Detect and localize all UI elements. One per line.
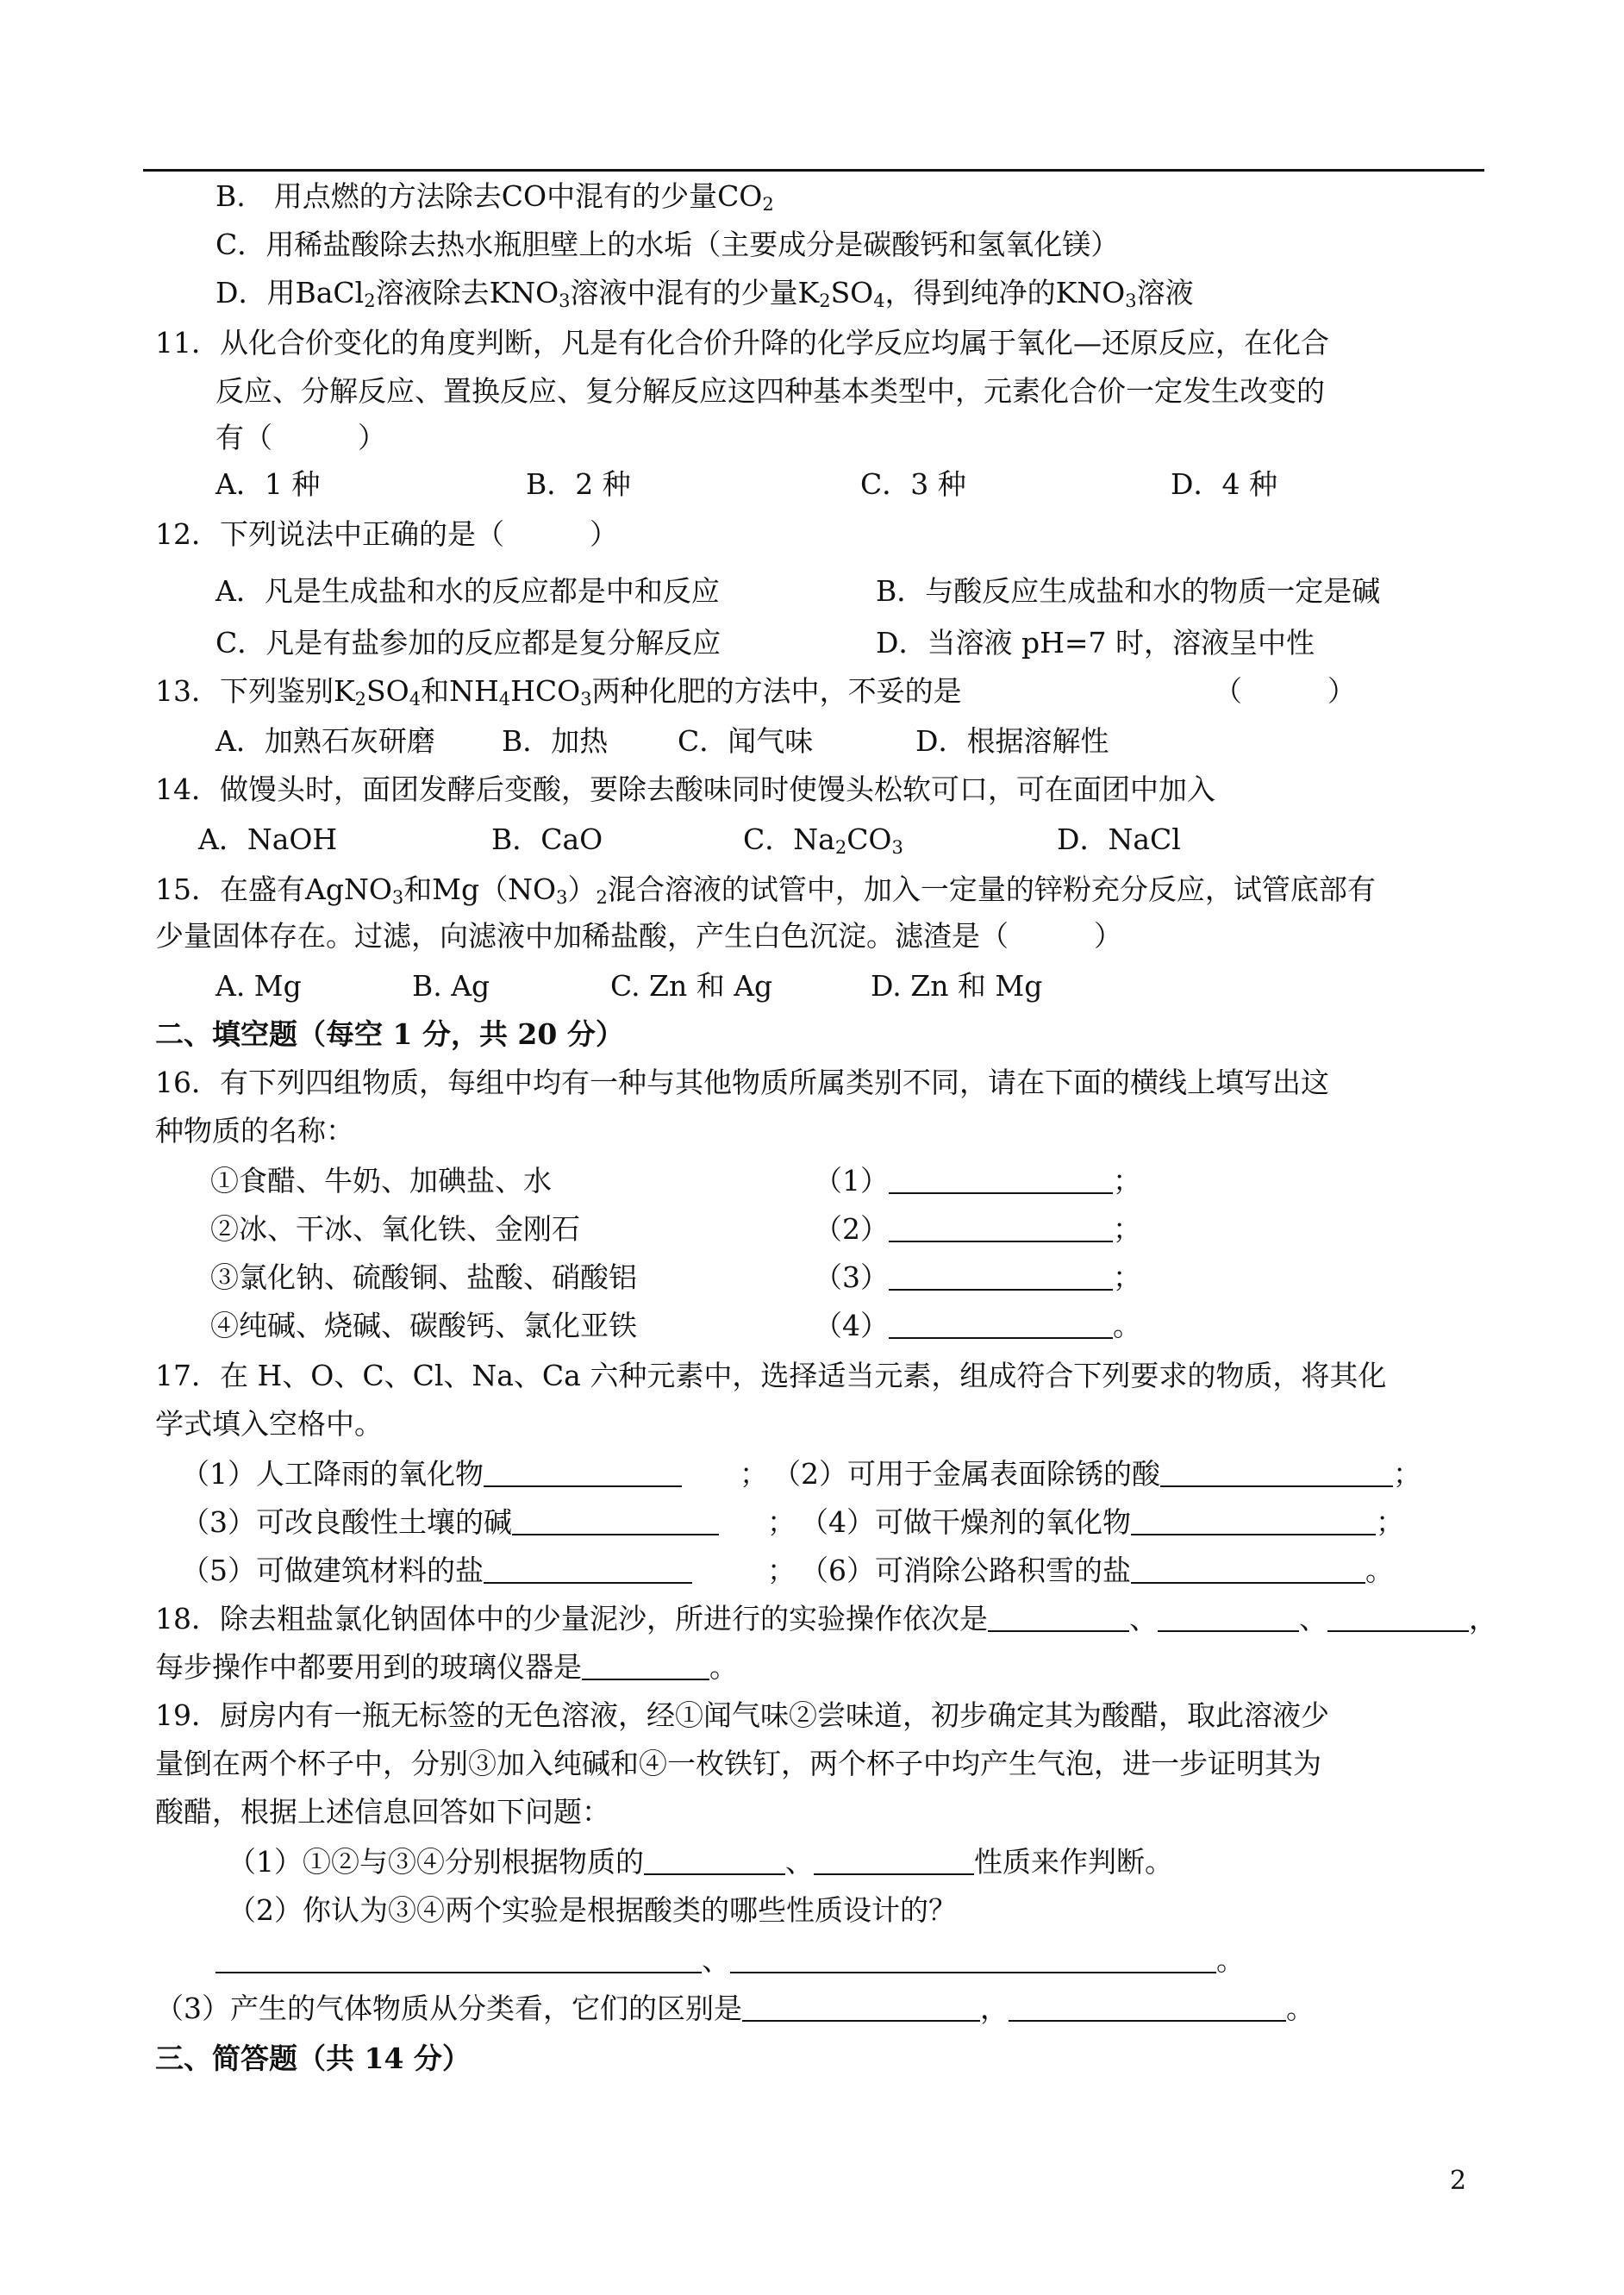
q13-option-c: C．闻气味 xyxy=(678,724,814,758)
q13-option-a: A．加熟石灰研磨 xyxy=(215,724,435,758)
q11-option-a: A．1 种 xyxy=(215,467,321,501)
q11-option-c: C．3 种 xyxy=(860,467,966,501)
q16-group-2: ②冰、干冰、氧化铁、金刚石 xyxy=(210,1212,580,1246)
q15-option-d: D. Zn 和 Mg xyxy=(871,969,1043,1003)
q17-semicolon-3: ； xyxy=(767,1505,796,1539)
q17-item-1: （1）人工降雨的氧化物 xyxy=(181,1457,682,1491)
q15-option-a: A. Mg xyxy=(215,969,302,1003)
q13-stem: 13．下列鉴别$K_2SO_4$和$NH_4HCO_3$两种化肥的方法中，不妥的是 xyxy=(155,674,962,710)
q10-option-d: D．用BaCl$_2$溶液除去$KNO_3$溶液中混有的少量$K_2SO_4$，得到纯净的$KNO_3$溶液 xyxy=(215,276,1194,311)
q19-line-1: 19．厨房内有一瓶无标签的无色溶液，经①闻气味②尝味道，初步确定其为酸醋，取此溶液少 xyxy=(155,1698,1329,1732)
q16-line-2: 种物质的名称： xyxy=(155,1114,354,1148)
q13-option-d: D．根据溶解性 xyxy=(915,724,1109,758)
q12-option-b: B．与酸反应生成盐和水的物质一定是碱 xyxy=(876,574,1381,608)
q19-part-3: （3）产生的气体物质从分类看，它们的区别是 ， 。 xyxy=(155,1992,1315,2025)
q17-semicolon-5: ； xyxy=(767,1554,796,1587)
q16-group-4: ④纯碱、烧碱、碳酸钙、氯化亚铁 xyxy=(210,1309,637,1342)
q11-line-2: 反应、分解反应、置换反应、复分解反应这四种基本类型中，元素化合价一定发生改变的 xyxy=(215,374,1325,408)
q13-answer-paren: （ ） xyxy=(1214,674,1356,708)
q11-line-3: 有（ ） xyxy=(215,421,386,454)
q14-option-c: C．$Na_2CO_3$ xyxy=(743,822,903,858)
q15-option-b: B. Ag xyxy=(412,969,490,1003)
q12-stem: 12．下列说法中正确的是（ ） xyxy=(155,517,618,551)
q19-part-2: （2）你认为③④两个实验是根据酸类的哪些性质设计的？ xyxy=(228,1893,957,1927)
q11-option-d: D．4 种 xyxy=(1171,467,1277,501)
q17-line-1: 17．在 H、O、C、Cl、Na、Ca 六种元素中，选择适当元素，组成符合下列要求的物质，将其化 xyxy=(155,1359,1387,1392)
page-number: 2 xyxy=(1450,2166,1467,2196)
q19-line-2: 量倒在两个杯子中，分别③加入纯碱和④一枚铁钉，两个杯子中均产生气泡，进一步证明其为 xyxy=(155,1747,1321,1780)
section-3-heading: 三、简答题（共 14 分） xyxy=(155,2042,471,2075)
q17-item-5: （5）可做建筑材料的盐 xyxy=(181,1554,692,1588)
q14-stem: 14．做馒头时，面团发酵后变酸，要除去酸味同时使馒头松软可口，可在面团中加入 xyxy=(155,772,1215,806)
q19-part-2-blanks: 、 。 xyxy=(215,1943,1245,1978)
q16-group-1: ①食醋、牛奶、加碘盐、水 xyxy=(210,1164,552,1198)
q16-blank-1: （1） ； xyxy=(814,1164,1141,1198)
q19-part-1: （1）①②与③④分别根据物质的 、 性质来作判断。 xyxy=(228,1845,1173,1879)
q12-option-c: C．凡是有盐参加的反应都是复分解反应 xyxy=(215,626,721,660)
q16-blank-3: （3） ； xyxy=(814,1260,1141,1294)
q18-line-2: 每步操作中都要用到的玻璃仪器是 。 xyxy=(155,1650,738,1684)
q14-option-a: A．NaOH xyxy=(198,822,338,856)
q16-blank-2: （2） ； xyxy=(814,1212,1141,1246)
q10-option-b: B. 用点燃的方法除去CO中混有的少量$CO_2$ xyxy=(215,179,774,215)
q17-item-4: （4）可做干燥剂的氧化物 ； xyxy=(800,1505,1404,1539)
q18-line-1: 18．除去粗盐氯化钠固体中的少量泥沙，所进行的实验操作依次是 、 、 ， xyxy=(155,1602,1497,1635)
q12-option-d: D．当溶液 pH=7 时，溶液呈中性 xyxy=(876,626,1315,660)
q16-blank-4: （4） 。 xyxy=(814,1309,1141,1342)
q17-item-2: （2）可用于金属表面除锈的酸 ； xyxy=(772,1457,1421,1491)
q12-option-a: A．凡是生成盐和水的反应都是中和反应 xyxy=(215,574,720,608)
q15-option-c: C. Zn 和 Ag xyxy=(610,969,773,1003)
q16-group-3: ③氯化钠、硫酸铜、盐酸、硝酸铝 xyxy=(210,1260,637,1294)
q17-item-6: （6）可消除公路积雪的盐 。 xyxy=(800,1554,1394,1587)
q13-option-b: B．加热 xyxy=(502,724,609,758)
q11-line-1: 11．从化合价变化的角度判断，凡是有化合价升降的化学反应均属于氧化—还原反应，在化合 xyxy=(155,326,1329,360)
q15-line-1: 15．在盛有AgNO$_3$和$Mg(NO_3)_2$混合溶液的试管中，加入一定量的锌粉充分反应，试管底部有 xyxy=(155,872,1376,908)
q17-line-2: 学式填入空格中。 xyxy=(155,1407,383,1441)
q17-semicolon-1: ； xyxy=(740,1457,768,1491)
q17-item-3: （3）可改良酸性土壤的碱 xyxy=(181,1505,719,1540)
q10-option-c: C．用稀盐酸除去热水瓶胆壁上的水垢（主要成分是碳酸钙和氢氧化镁） xyxy=(215,228,1120,261)
q14-option-b: B．CaO xyxy=(491,822,603,856)
section-2-heading: 二、填空题（每空 1 分，共 20 分） xyxy=(155,1017,624,1051)
q15-line-2: 少量固体存在。过滤，向滤液中加稀盐酸，产生白色沉淀。滤渣是（ ） xyxy=(155,919,1122,953)
q11-option-b: B．2 种 xyxy=(526,467,631,501)
q14-option-d: D．NaCl xyxy=(1057,822,1181,856)
q19-line-3: 酸醋，根据上述信息回答如下问题： xyxy=(155,1795,610,1829)
header-rule xyxy=(143,169,1484,172)
q16-line-1: 16．有下列四组物质，每组中均有一种与其他物质所属类别不同，请在下面的横线上填写出这 xyxy=(155,1066,1329,1099)
